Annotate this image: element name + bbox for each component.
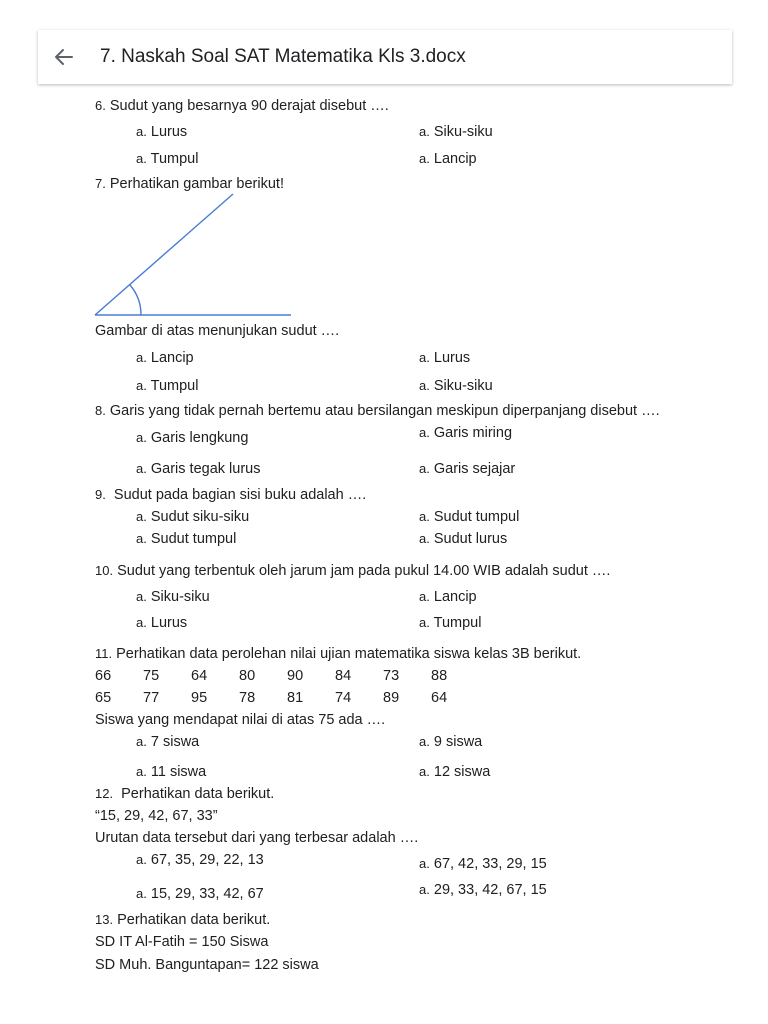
question-number: 9. xyxy=(95,487,106,502)
question-text: Perhatikan data perolehan nilai ujian matematika siswa kelas 3B berikut. xyxy=(116,646,582,662)
question-10 xyxy=(95,562,610,580)
option-letter: a. xyxy=(136,764,147,779)
score-cell: 73 xyxy=(383,668,400,684)
option-text: Lurus xyxy=(150,124,188,140)
option-letter: a. xyxy=(136,430,147,445)
question-text: Sudut yang terbentuk oleh jarum jam pada pukul 14.00 WIB adalah sudut …. xyxy=(117,563,611,579)
question-text: Garis yang tidak pernah bertemu atau bersilangan meskipun diperpanjang disebut …. xyxy=(109,403,660,419)
score-cell: 81 xyxy=(287,690,304,706)
question-9 xyxy=(95,486,366,504)
option-text: 29, 33, 42, 67, 15 xyxy=(433,882,547,898)
option-text: Garis tegak lurus xyxy=(150,461,261,477)
option-letter: a. xyxy=(419,461,430,476)
option-q12-4 xyxy=(419,881,547,899)
question-text: Perhatikan gambar berikut! xyxy=(109,176,284,192)
option-letter: a. xyxy=(419,425,430,440)
question-7-prompt: Gambar di atas menunjukan sudut …. xyxy=(95,323,340,339)
option-letter: a. xyxy=(136,151,147,166)
question-11 xyxy=(95,645,581,663)
option-q10-2 xyxy=(419,588,477,606)
question-12-data: “15, 29, 42, 67, 33” xyxy=(95,808,218,824)
option-q8-2 xyxy=(419,424,512,442)
option-q12-1 xyxy=(136,851,264,869)
question-12 xyxy=(95,785,274,803)
option-q9-1 xyxy=(136,508,249,526)
option-q6-4 xyxy=(419,150,477,168)
option-q12-3 xyxy=(136,885,264,903)
option-q7-3 xyxy=(136,377,198,395)
angle-ray-upper xyxy=(95,194,233,315)
option-text: 7 siswa xyxy=(150,734,200,750)
option-letter: a. xyxy=(419,350,430,365)
option-letter: a. xyxy=(419,615,430,630)
question-13-line-2: SD Muh. Banguntapan= 122 siswa xyxy=(95,957,319,973)
option-text: 67, 42, 33, 29, 15 xyxy=(433,856,547,872)
option-letter: a. xyxy=(419,764,430,779)
option-q6-2 xyxy=(419,123,493,141)
option-letter: a. xyxy=(136,350,147,365)
option-letter: a. xyxy=(419,856,430,871)
score-cell: 77 xyxy=(143,690,160,706)
option-q7-4 xyxy=(419,377,493,395)
option-text: 9 siswa xyxy=(433,734,483,750)
score-cell: 78 xyxy=(239,690,256,706)
option-text: Lancip xyxy=(433,151,477,167)
option-text: Garis lengkung xyxy=(150,430,249,446)
option-q12-2 xyxy=(419,855,547,873)
option-text: Tumpul xyxy=(150,378,199,394)
option-letter: a. xyxy=(136,615,147,630)
option-q8-1 xyxy=(136,429,248,447)
option-letter: a. xyxy=(136,852,147,867)
option-q8-4 xyxy=(419,460,515,478)
option-text: Tumpul xyxy=(150,151,199,167)
option-text: Siku-siku xyxy=(433,124,493,140)
option-q7-2 xyxy=(419,349,470,367)
option-text: Siku-siku xyxy=(433,378,493,394)
score-cell: 64 xyxy=(431,690,448,706)
question-11-prompt: Siswa yang mendapat nilai di atas 75 ada …. xyxy=(95,712,386,728)
score-cell: 64 xyxy=(191,668,208,684)
option-text: Siku-siku xyxy=(150,589,210,605)
score-cell: 66 xyxy=(95,668,112,684)
question-13 xyxy=(95,911,270,929)
question-7 xyxy=(95,175,284,193)
question-text: Sudut pada bagian sisi buku adalah …. xyxy=(113,487,367,503)
document-title: 7. Naskah Soal SAT Matematika Kls 3.docx xyxy=(100,46,466,67)
option-text: Lurus xyxy=(150,615,188,631)
option-text: Sudut tumpul xyxy=(150,531,237,547)
acute-angle-figure xyxy=(94,193,294,319)
option-text: Sudut siku-siku xyxy=(150,509,250,525)
option-q11-2 xyxy=(419,733,482,751)
question-text: Sudut yang besarnya 90 derajat disebut …. xyxy=(109,98,389,114)
option-q6-3 xyxy=(136,150,198,168)
score-cell: 74 xyxy=(335,690,352,706)
question-text: Perhatikan data berikut. xyxy=(121,786,275,802)
option-q11-3 xyxy=(136,763,206,781)
option-letter: a. xyxy=(136,124,147,139)
score-cell: 90 xyxy=(287,668,304,684)
option-letter: a. xyxy=(419,734,430,749)
question-number: 8. xyxy=(95,403,106,418)
option-text: Lurus xyxy=(433,350,471,366)
question-text: Perhatikan data berikut. xyxy=(117,912,271,928)
score-cell: 80 xyxy=(239,668,256,684)
angle-arc xyxy=(130,285,141,315)
question-8 xyxy=(95,402,660,420)
option-letter: a. xyxy=(136,734,147,749)
question-number: 12. xyxy=(95,786,114,801)
option-letter: a. xyxy=(419,531,430,546)
option-q10-3 xyxy=(136,614,187,632)
option-letter: a. xyxy=(419,124,430,139)
score-cell: 65 xyxy=(95,690,112,706)
option-text: Lancip xyxy=(150,350,194,366)
question-13-line-1: SD IT Al-Fatih = 150 Siswa xyxy=(95,934,269,950)
question-number: 6. xyxy=(95,98,106,113)
option-text: Tumpul xyxy=(433,615,482,631)
option-text: Lancip xyxy=(433,589,477,605)
question-number: 7. xyxy=(95,176,106,191)
option-text: Garis sejajar xyxy=(433,461,516,477)
question-12-prompt: Urutan data tersebut dari yang terbesar adalah …. xyxy=(95,830,419,846)
option-text: Sudut lurus xyxy=(433,531,508,547)
option-letter: a. xyxy=(419,378,430,393)
option-letter: a. xyxy=(419,509,430,524)
option-q8-3 xyxy=(136,460,260,478)
option-letter: a. xyxy=(419,151,430,166)
question-6 xyxy=(95,97,389,115)
option-text: 11 siswa xyxy=(150,764,207,780)
option-q6-1 xyxy=(136,123,187,141)
option-letter: a. xyxy=(136,531,147,546)
option-text: 67, 35, 29, 22, 13 xyxy=(150,852,264,868)
option-q10-4 xyxy=(419,614,481,632)
option-q9-2 xyxy=(419,508,519,526)
option-letter: a. xyxy=(136,509,147,524)
question-number: 13. xyxy=(95,912,114,927)
option-q11-1 xyxy=(136,733,199,751)
option-q9-3 xyxy=(136,530,236,548)
option-letter: a. xyxy=(419,882,430,897)
option-q7-1 xyxy=(136,349,194,367)
option-text: 15, 29, 33, 42, 67 xyxy=(150,886,264,902)
option-letter: a. xyxy=(136,461,147,476)
score-cell: 84 xyxy=(335,668,352,684)
option-text: Sudut tumpul xyxy=(433,509,520,525)
question-number: 11. xyxy=(95,646,113,661)
option-letter: a. xyxy=(136,886,147,901)
option-q9-4 xyxy=(419,530,507,548)
option-letter: a. xyxy=(136,378,147,393)
question-number: 10. xyxy=(95,563,114,578)
score-cell: 88 xyxy=(431,668,448,684)
score-cell: 89 xyxy=(383,690,400,706)
option-q10-1 xyxy=(136,588,210,606)
option-text: 12 siswa xyxy=(433,764,491,780)
option-letter: a. xyxy=(136,589,147,604)
score-cell: 75 xyxy=(143,668,160,684)
score-cell: 95 xyxy=(191,690,208,706)
option-q11-4 xyxy=(419,763,490,781)
option-text: Garis miring xyxy=(433,425,513,441)
option-letter: a. xyxy=(419,589,430,604)
